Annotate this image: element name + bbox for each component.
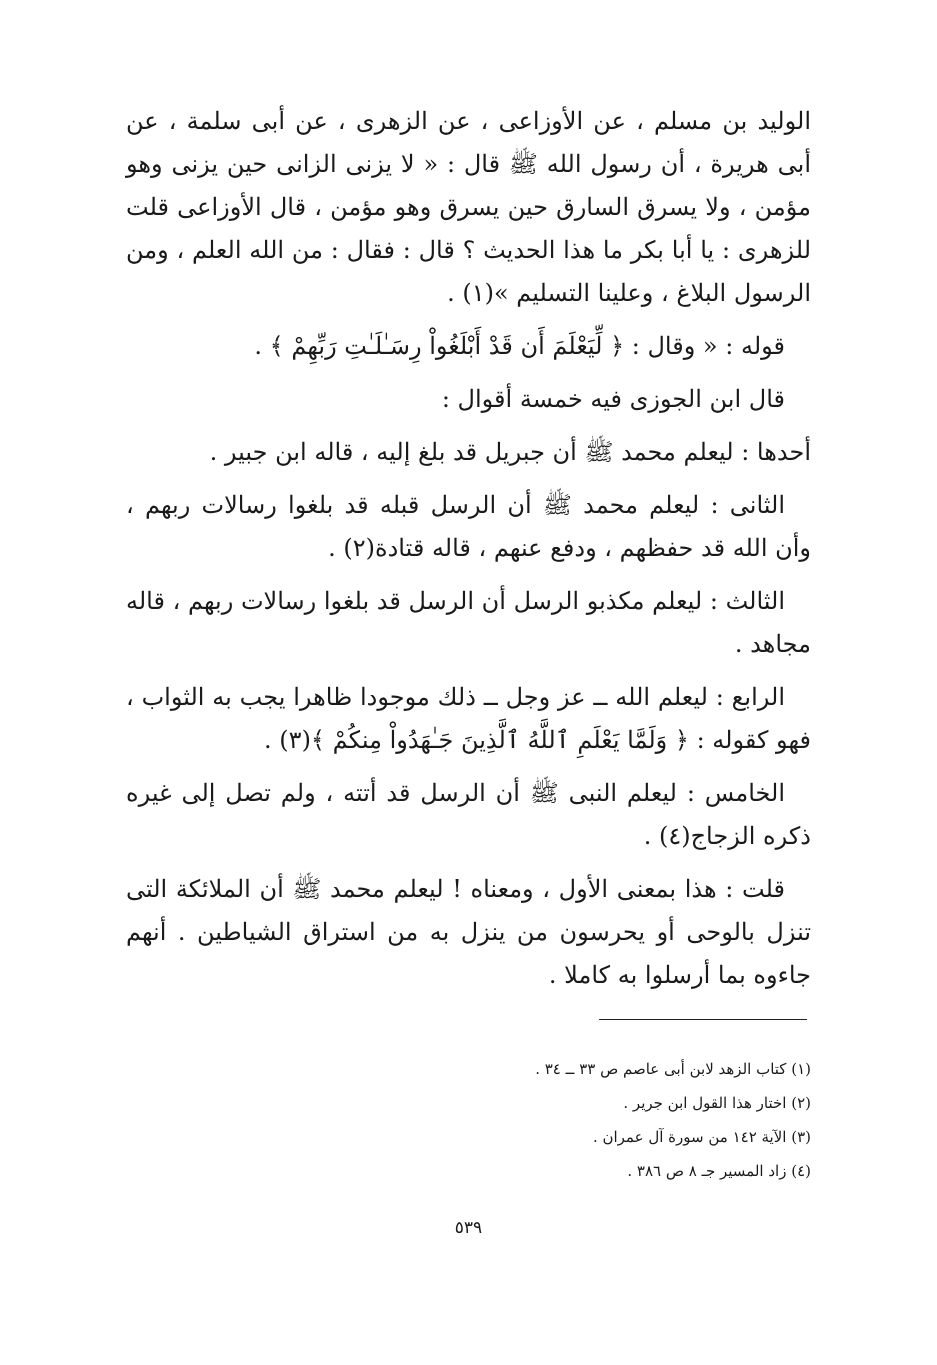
footnote-4: (٤) زاد المسير جـ ٨ ص ٣٨٦ . (627, 1162, 811, 1180)
paragraph-second-opinion: الثانى : ليعلم محمد ﷺ أن الرسل قبله قد بلغوا رسالات ربهم ، وأن الله قد حفظهم ، ودفع عنهم ، قاله قتادة(٢) . (126, 491, 811, 562)
paragraph-fourth-opinion: الرابع : ليعلم الله ــ عز وجل ــ ذلك موجودا ظاهرا يجب به الثواب ، فهو كقوله : ﴿ وَلَمَّا يَعْلَمِ ٱللَّهُ ٱلَّذِينَ جَـٰهَدُواْ مِنكُمْ ﴾(٣) . (126, 683, 811, 754)
main-text (126, 100, 811, 997)
footnote-2: (٢) اختار هذا القول ابن جرير . (623, 1094, 811, 1112)
paragraph-verse-quote: قوله : « وقال : ﴿ لِّيَعْلَمَ أَن قَدْ أَبْلَغُواْ رِسَـٰلَـٰتِ رَبِّهِمْ ﴾ . (254, 332, 785, 360)
paragraph-author-comment: قلت : هذا بمعنى الأول ، ومعناه ! ليعلم محمد ﷺ أن الملائكة التى تنزل بالوحى أو يحرسون من ينزل به من استراق الشياطين . أنهم جاءوه بما أرسلوا به كاملا . (126, 875, 811, 989)
footnote-3: (٣) الآية ١٤٢ من سورة آل عمران . (592, 1128, 811, 1146)
footnote-1: (١) كتاب الزهد لابن أبى عاصم ص ٣٣ ــ ٣٤ . (535, 1060, 811, 1078)
page-number: ٥٣٩ (454, 1218, 483, 1238)
paragraph-hadith: الوليد بن مسلم ، عن الأوزاعى ، عن الزهرى ، عن أبى سلمة ، عن أبى هريرة ، أن رسول الله ﷺ قال : « لا يزنى الزانى حين يزنى وهو مؤمن ، ولا يسرق السارق حين يسرق وهو مؤمن ، قال الأوزاعى قلت للزهرى : يا أبا بكر ما هذا الحديث ؟ قال : فقال : من الله العلم ، ومن الرسول البلاغ ، وعلينا التسليم »(١) . (126, 107, 811, 307)
footnotes (126, 1052, 811, 1188)
paragraph-fifth-opinion: الخامس : ليعلم النبى ﷺ أن الرسل قد أتته ، ولم تصل إلى غيره ذكره الزجاج(٤) . (126, 779, 811, 850)
paragraph-first-opinion: أحدها : ليعلم محمد ﷺ أن جبريل قد بلغ إليه ، قاله ابن جبير . (209, 438, 811, 466)
paragraph-ibn-jawzi: قال ابن الجوزى فيه خمسة أقوال : (441, 385, 785, 413)
paragraph-third-opinion: الثالث : ليعلم مكذبو الرسل أن الرسل قد بلغوا رسالات ربهم ، قاله مجاهد . (126, 587, 811, 658)
footnote-separator (599, 1019, 807, 1020)
